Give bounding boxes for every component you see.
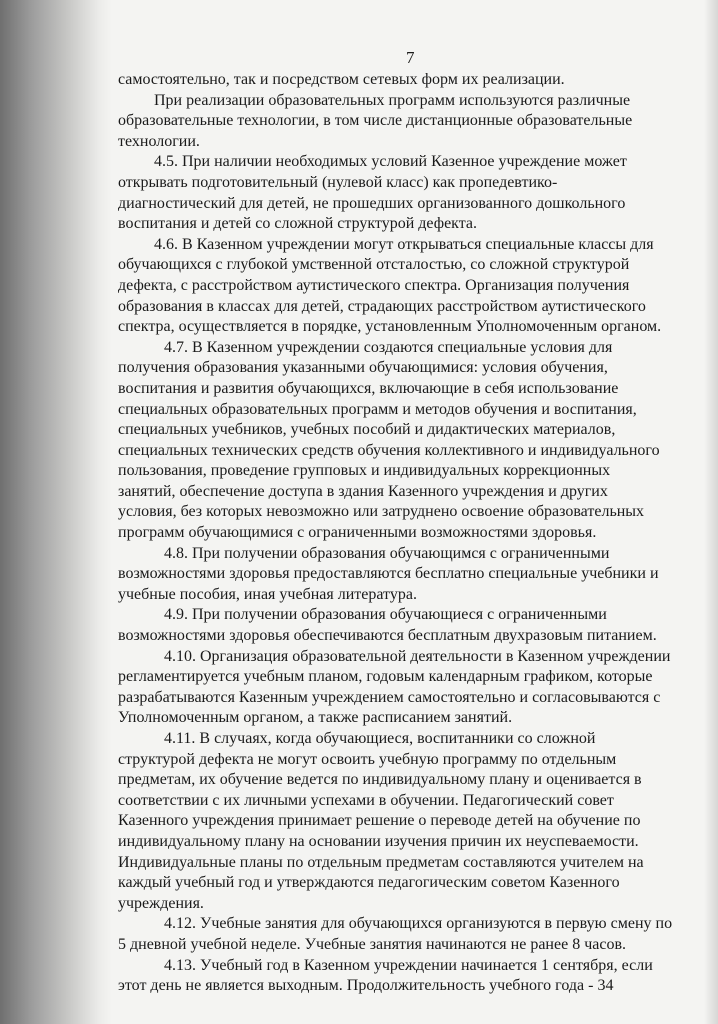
text-line: разрабатываются Казенным учреждением самостоятельно и согласовываются с bbox=[118, 688, 661, 706]
text-line: этот день не является выходным. Продолжительность учебного года - 34 bbox=[118, 977, 614, 995]
clause-4-7: 4.7. В Казенном учреждении создаются специальные условия для bbox=[164, 338, 613, 356]
text-line: самостоятельно, так и посредством сетевых форм их реализации. bbox=[118, 71, 565, 88]
text-line: специальных учебников, учебных пособий и дидактических материалов, bbox=[118, 421, 616, 439]
text-line: индивидуальному плану на основании изучения причин их неуспеваемости. bbox=[118, 832, 639, 850]
page-number: 7 bbox=[406, 48, 415, 67]
text-line: предметам, их обучение ведется по индивидуальному плану и оценивается в bbox=[118, 771, 642, 789]
text-line: каждый учебный год и утверждаются педагогическим советом Казенного bbox=[118, 874, 620, 892]
clause-4-5: 4.5. При наличии необходимых условий Казенное учреждение может bbox=[154, 153, 627, 171]
text-line: специальных технических средств обучения коллективного и индивидуального bbox=[118, 441, 660, 459]
text-line: воспитания и детей со сложной структурой дефекта. bbox=[118, 215, 478, 233]
text-line: учебные пособия, иная учебная литература. bbox=[118, 585, 417, 603]
document-body bbox=[118, 70, 718, 997]
text-line: пользования, проведение групповых и индивидуальных коррекционных bbox=[118, 462, 611, 480]
scan-binding-shadow bbox=[0, 0, 112, 1024]
text-line: технологии. bbox=[118, 132, 200, 150]
text-line: структурой дефекта не могут освоить учебную программу по отдельным bbox=[118, 750, 617, 768]
text-line: регламентируется учебным планом, годовым календарным графиком, которые bbox=[118, 668, 653, 686]
text-line: Уполномоченным органом, а также расписанием занятий. bbox=[118, 709, 513, 727]
text-line: специальных образовательных программ и методов обучения и воспитания, bbox=[118, 400, 637, 418]
text-line: программ обучающимися с ограниченными возможностями здоровья. bbox=[118, 524, 597, 542]
clause-4-8: 4.8. При получении образования обучающимся с ограниченными bbox=[164, 544, 610, 562]
text-line: соответствии с их личными успехами в обучении. Педагогический совет bbox=[118, 791, 614, 809]
text-line: диагностический для детей, не прошедших организованного дошкольного bbox=[118, 194, 626, 212]
text-line: условия, без которых невозможно или затруднено освоение образовательных bbox=[118, 503, 645, 521]
text-line: обучающихся с глубокой умственной отсталостью, со сложной структурой bbox=[118, 256, 630, 274]
clause-4-6: 4.6. В Казенном учреждении могут открываться специальные классы для bbox=[154, 235, 654, 253]
paragraph-first-line: При реализации образовательных программ используются различные bbox=[154, 91, 631, 109]
clause-4-10: 4.10. Организация образовательной деятельности в Казенном учреждении bbox=[164, 647, 671, 665]
text-line: получения образования указанными обучающимися: условия обучения, bbox=[118, 359, 608, 377]
clause-4-11: 4.11. В случаях, когда обучающиеся, воспитанники со сложной bbox=[164, 730, 596, 747]
text-line: Индивидуальные планы по отдельным предметам составляются учителем на bbox=[118, 853, 644, 871]
text-line: возможностями здоровья обеспечиваются бесплатным двухразовым питанием. bbox=[118, 627, 657, 645]
text-line: возможностями здоровья предоставляются бесплатно специальные учебники и bbox=[118, 565, 659, 583]
text-line: 5 дневной учебной неделе. Учебные занятия начинаются не ранее 8 часов. bbox=[118, 935, 626, 953]
clause-4-9: 4.9. При получении образования обучающиеся с ограниченными bbox=[164, 606, 607, 624]
clause-4-12: 4.12. Учебные занятия для обучающихся организуются в первую смену по bbox=[164, 915, 673, 933]
text-line: Казенного учреждения принимает решение о переводе детей на обучение по bbox=[118, 812, 641, 830]
clause-4-13: 4.13. Учебный год в Казенном учреждении начинается 1 сентября, если bbox=[164, 956, 653, 974]
text-line: воспитания и развития обучающихся, включающие в себя использование bbox=[118, 379, 619, 397]
text-line: дефекта, с расстройством аутистического спектра. Организация получения bbox=[118, 276, 630, 294]
text-line: занятий, обеспечение доступа в здания Казенного учреждения и других bbox=[118, 482, 608, 500]
text-line: образования в классах для детей, страдающих расстройством аутистического bbox=[118, 297, 646, 315]
text-line: открывать подготовительный (нулевой класс) как пропедевтико- bbox=[118, 173, 558, 191]
text-line: образовательные технологии, в том числе дистанционные образовательные bbox=[118, 112, 633, 130]
text-line: спектра, осуществляется в порядке, установленным Уполномоченным органом. bbox=[118, 318, 662, 336]
text-line: учреждения. bbox=[118, 894, 204, 912]
